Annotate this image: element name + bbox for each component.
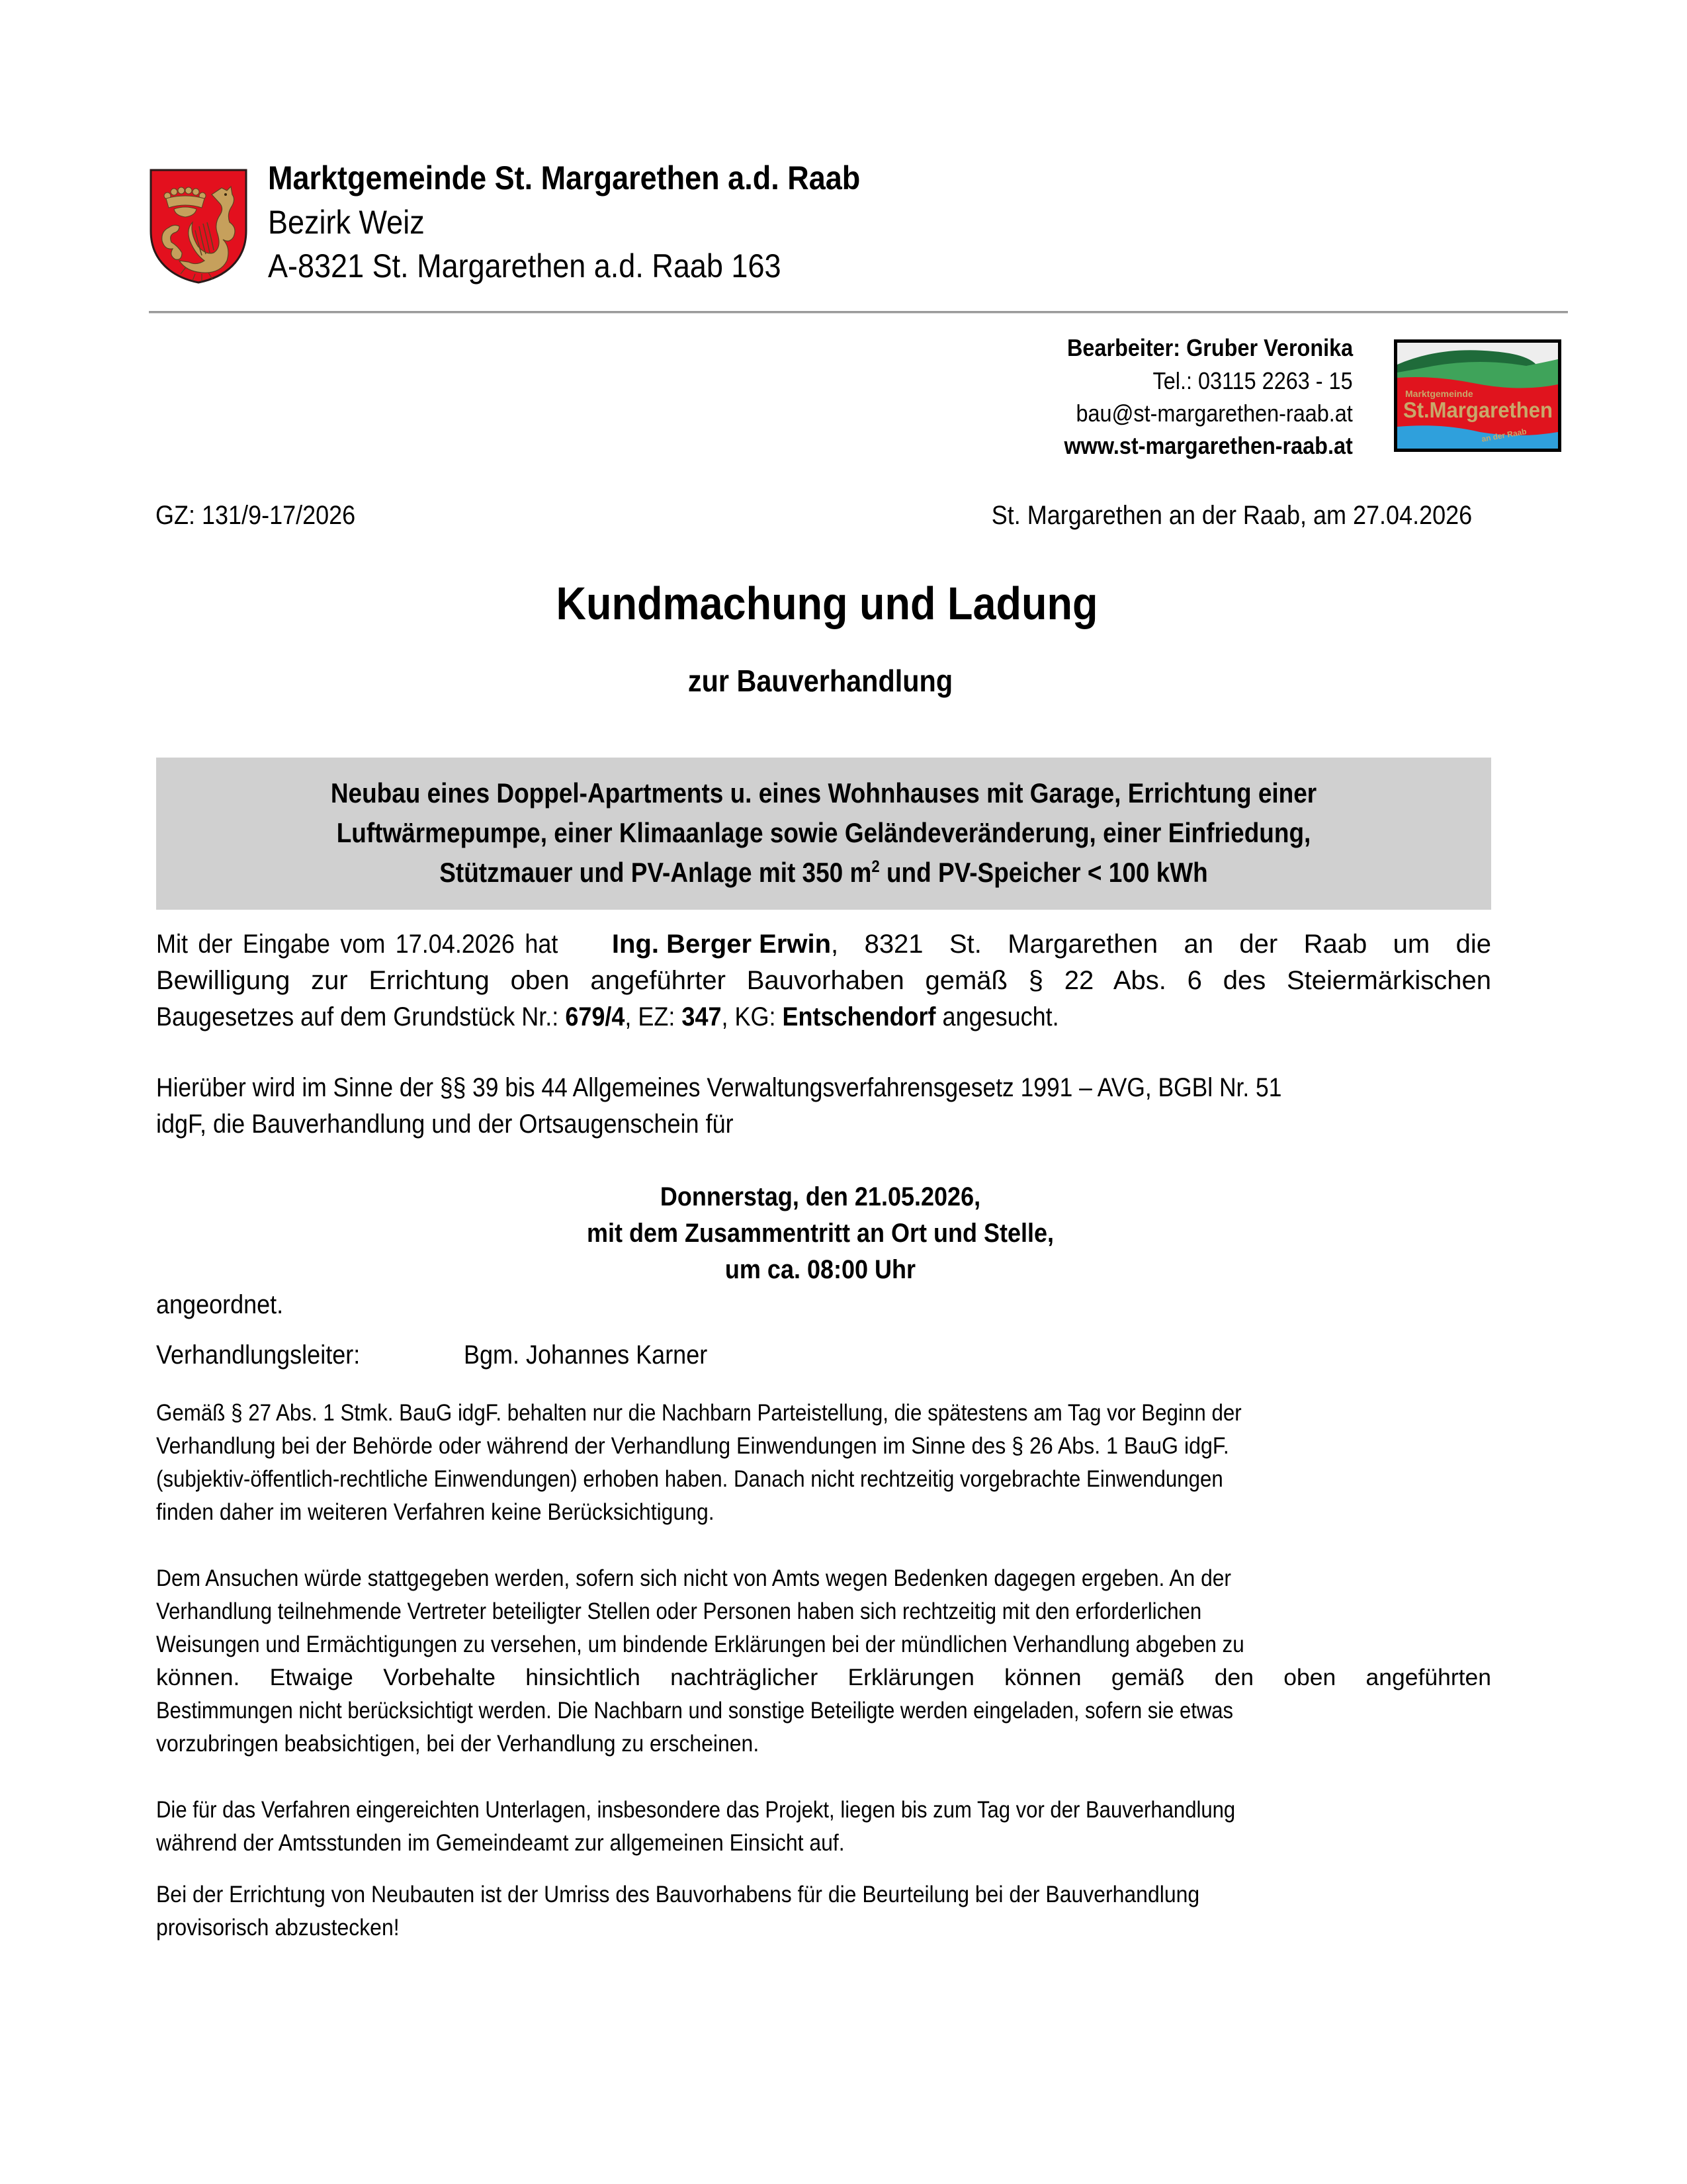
logo-top-text: Marktgemeinde xyxy=(1405,388,1473,399)
application-paragraph xyxy=(156,926,1491,1035)
paragraph-line xyxy=(156,999,1358,1035)
clerk-name: Bearbeiter: Gruber Veronika xyxy=(1066,334,1353,361)
place-and-date: St. Margarethen an der Raab, am 27.04.2026 xyxy=(991,501,1472,530)
document-title: Kundmachung und Ladung xyxy=(556,578,1098,629)
paragraph-line: Verhandlung bei der Behörde oder während der Verhandlung Einwendungen im Sinne des § 26 Abs. 1 BauG idgF. xyxy=(156,1432,1229,1459)
paragraph-line: Gemäß § 27 Abs. 1 Stmk. BauG idgF. behalten nur die Nachbarn Parteistellung, die spätestens am Tag vor Beginn der xyxy=(156,1399,1242,1426)
text: angesucht. xyxy=(935,1002,1059,1031)
text: , KG: xyxy=(721,1002,783,1031)
staking-paragraph xyxy=(156,1878,1491,1944)
text: angeordnet. xyxy=(156,1290,284,1319)
project-line: Luftwärmepumpe, einer Klimaanlage sowie Geländeveränderung, einer Einfriedung, xyxy=(336,817,1311,848)
text: , EZ: xyxy=(625,1002,682,1031)
objections-paragraph xyxy=(156,1396,1491,1528)
paragraph-line: Dem Ansuchen würde stattgegeben werden, sofern sich nicht von Amts wegen Bedenken dagegen ergeben. An der xyxy=(156,1565,1232,1591)
paragraph-line: während der Amtsstunden im Gemeindeamt zur allgemeinen Einsicht auf. xyxy=(156,1829,845,1856)
paragraph-line: idgF, die Bauverhandlung und der Ortsaugenschein für xyxy=(156,1110,734,1139)
document-subtitle: zur Bauverhandlung xyxy=(687,664,953,698)
hearing-leader-name: Bgm. Johannes Karner xyxy=(464,1340,708,1370)
legal-basis-paragraph xyxy=(156,1070,1491,1143)
text: Baugesetzes auf dem Grundstück Nr.: xyxy=(156,1002,566,1031)
project-line-text: Stützmauer und PV-Anlage mit 350 m xyxy=(439,857,872,888)
paragraph-line: vorzubringen beabsichtigen, bei der Verhandlung zu erscheinen. xyxy=(156,1730,759,1757)
logo-main-text: St.Margarethen xyxy=(1403,398,1553,422)
applicant-name: Ing. Berger Erwin xyxy=(611,930,832,959)
paragraph-line xyxy=(156,926,1491,963)
header-divider xyxy=(149,311,1568,314)
logo-bottom-text: an der Raab xyxy=(1481,427,1528,444)
paragraph-line: können. Etwaige Vorbehalte hinsichtlich nachträglicher Erklärungen können gemäß den oben angeführten xyxy=(156,1664,1491,1690)
paragraph-line: (subjektiv-öffentlich-rechtliche Einwendungen) erhoben haben. Danach nicht rechtzeitig vorgebrachte Einwendungen xyxy=(156,1465,1223,1492)
hearing-meeting-point: mit dem Zusammentritt an Ort und Stelle, xyxy=(586,1219,1055,1248)
documents-paragraph xyxy=(156,1793,1491,1859)
paragraph-line: Die für das Verfahren eingereichten Unterlagen, insbesondere das Projekt, liegen bis zum Tag vor der Bauverhandlung xyxy=(156,1796,1236,1823)
ez-number: 347 xyxy=(681,1002,722,1031)
paragraph-line: Weisungen und Ermächtigungen zu versehen, um bindende Erklärungen bei der mündlichen Verhandlung abgeben zu xyxy=(156,1631,1244,1657)
municipality-name: Marktgemeinde St. Margarethen a.d. Raab xyxy=(268,159,861,197)
paragraph-line: finden daher im weiteren Verfahren keine Berücksichtigung. xyxy=(156,1499,714,1525)
paragraph-line: Bestimmungen nicht berücksichtigt werden. Die Nachbarn und sonstige Beteiligte werden eingeladen, sofern sie etwas xyxy=(156,1697,1233,1724)
hearing-time: um ca. 08:00 Uhr xyxy=(724,1255,916,1284)
municipality-logo-icon xyxy=(1394,339,1561,452)
coat-of-arms-dragon-icon xyxy=(149,168,248,284)
hearing-schedule xyxy=(0,1179,1641,1288)
approval-paragraph xyxy=(156,1561,1491,1760)
paragraph-line: Hierüber wird im Sinne der §§ 39 bis 44 Allgemeines Verwaltungsverfahrensgesetz 1991 – AVG, BGBl Nr. 51 xyxy=(156,1073,1282,1102)
website-link[interactable]: www.st-margarethen-raab.at xyxy=(1064,432,1353,459)
hearing-date: Donnerstag, den 21.05.2026, xyxy=(660,1182,981,1211)
cadastral-community: Entschendorf xyxy=(782,1002,936,1031)
email-link[interactable]: bau@st-margarethen-raab.at xyxy=(1076,400,1353,427)
project-line xyxy=(236,857,1411,889)
ordered-text xyxy=(156,1287,1491,1323)
paragraph-line: Bei der Errichtung von Neubauten ist der Umriss des Bauvorhabens für die Beurteilung bei der Bauverhandlung xyxy=(156,1881,1200,1907)
project-line: Neubau eines Doppel-Apartments u. eines Wohnhauses mit Garage, Errichtung einer xyxy=(330,777,1317,808)
superscript-two: 2 xyxy=(871,857,880,876)
paragraph-line: Verhandlung teilnehmende Vertreter beteiligter Stellen oder Personen haben sich rechtzeitig mit den erforderlichen xyxy=(156,1598,1202,1624)
text: , 8321 St. Margarethen an der Raab um die xyxy=(831,930,1491,959)
paragraph-line: Bewilligung zur Errichtung oben angeführter Bauvorhaben gemäß § 22 Abs. 6 des Steiermärkischen xyxy=(156,966,1491,995)
phone-number: Tel.: 03115 2263 - 15 xyxy=(1152,367,1353,394)
text: Mit der Eingabe vom 17.04.2026 hat xyxy=(156,930,558,959)
project-description-box xyxy=(156,758,1491,910)
project-line-text: und PV-Speicher < 100 kWh xyxy=(879,857,1208,888)
district-name: Bezirk Weiz xyxy=(268,204,425,241)
file-number: GZ: 131/9-17/2026 xyxy=(155,501,356,530)
plot-number: 679/4 xyxy=(565,1002,625,1031)
hearing-leader-label: Verhandlungsleiter: xyxy=(156,1340,361,1370)
municipality-address: A-8321 St. Margarethen a.d. Raab 163 xyxy=(268,247,781,284)
paragraph-line: provisorisch abzustecken! xyxy=(156,1914,400,1941)
